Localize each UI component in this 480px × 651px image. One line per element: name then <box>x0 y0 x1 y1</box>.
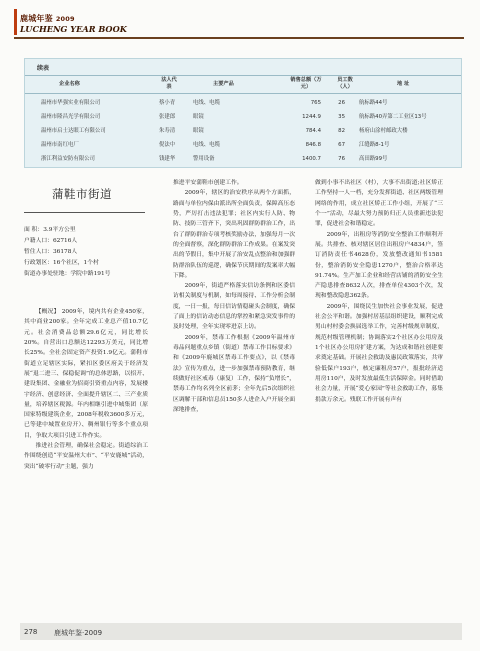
page-footer <box>20 618 462 644</box>
cell-rep: 倪法中 <box>159 142 176 148</box>
cell-rep: 张建郎 <box>159 114 176 120</box>
cell-company: 温州市隆昌光学有限公司 <box>41 114 101 120</box>
cell-address: 航标路40弄第二工业区13号 <box>359 114 427 120</box>
info-temporary-population: 暂住人口：36178人 <box>24 249 78 255</box>
text-column-3 <box>315 178 443 608</box>
paragraph: 2009年，辖区的治安秩序从两个方面抓，路面与单位内保由派出所全面负责，保障高压态势，严厉打击违法犯罪；社区内实行人防、物防、技防三管齐下，突出巩固群防群治工作，出台了群防群治专项考核奖励办法，加强每月一次的全面督察，深化群防群治工作成果。在案发突出的节假日，集中开展了治安乱点整治和加强群防群治队伍的巡逻，确保节庆期间的发案率大幅下降。 <box>173 190 295 279</box>
text-column-1 <box>24 307 148 607</box>
info-area: 面 积：3.9平方公里 <box>24 227 76 233</box>
table-caption: 续表 <box>37 65 50 72</box>
header-product: 主要产品 <box>213 81 234 87</box>
cell-rep: 蔡小青 <box>159 100 176 106</box>
book-title-cn <box>20 13 75 24</box>
info-registered-population: 户籍人口：62716人 <box>24 238 78 244</box>
cell-staff: 76 <box>338 156 345 162</box>
cell-company: 浙江利益安防有限公司 <box>41 156 95 162</box>
cell-staff: 67 <box>338 142 345 148</box>
header-staff <box>333 77 357 91</box>
paragraph: 推进平安蒲鞋市创建工作。 <box>173 180 243 186</box>
cell-staff: 26 <box>338 100 345 106</box>
paragraph: 做到小事不出社区（村），大事不出街道;社区矫正工作坚持一人一档，充分发挥街道、社区两级管理网络的作用，成立社区矫正工作小组，开展了“三个一”活动，尽最大努力预防归正人员重新违法犯罪，促进社会和谐稳定。 <box>315 180 443 228</box>
cell-rep: 钱建华 <box>159 156 176 162</box>
cell-sales: 784.4 <box>305 128 321 134</box>
cell-sales: 846.8 <box>305 142 321 148</box>
header-sales-text: 销售总额（万元） <box>290 77 322 90</box>
cell-address: 杨府山涂村邮政大楼 <box>359 128 408 134</box>
header-rep-text: 法人代表 <box>161 77 177 90</box>
info-administrative-division: 行政划区：16个社区，1个村 <box>24 260 99 266</box>
section-title-rule <box>24 212 145 213</box>
cell-product: 眼镜 <box>193 128 204 134</box>
paragraph: 2009年，禁毒工作根据《2009年温州市毒品问题重点乡镇（街道）禁毒工作目标要求》和《2009年鹿城区禁毒工作要点》，以《禁毒法》宣传为重点，进一步加强禁毒预防教育，继续做好社区戒毒（康复）工作，保持“负增长”，禁毒工作均名列全区前茅；全年先后5次组织社区调解干部和信息员150多人进企入户开展全面深地排查， <box>173 334 295 413</box>
running-header <box>14 8 464 40</box>
book-year: 2009 <box>55 15 75 23</box>
cell-company: 温州市南红电厂 <box>41 142 79 148</box>
page-number: 278 <box>24 628 38 636</box>
cell-product: 警用设备 <box>193 156 215 162</box>
header-address: 地 址 <box>397 81 410 87</box>
cell-product: 电线、电缆 <box>193 142 220 148</box>
text-column-2 <box>173 178 295 608</box>
cell-sales: 1244.9 <box>302 114 321 120</box>
section-title: 蒲鞋市街道 <box>52 187 112 201</box>
header-staff-text: 员工数（人） <box>337 77 353 90</box>
paragraph: 2009年，街道严格落实信访条例和区委信访相关制度与机制，如每周接待、工作分析会制度，一日一报，每日信访情稳碰头会制度，确保了面上的信访动态信息的掌控和紧急突发事件的及时处理，全年实现零进京上访。 <box>173 283 295 331</box>
header-rep <box>159 77 179 91</box>
cell-address: 航标路44号 <box>359 100 388 106</box>
header-accent-mark <box>14 9 17 35</box>
table-row <box>25 125 461 137</box>
footer-book-title: 鹿城年鉴·2009 <box>54 629 103 637</box>
cell-sales: 765 <box>310 100 321 106</box>
paragraph: 推进社会管理，确保社会稳定。街道综治工作围绕创造“平安温州大市”、“平安鹿城”活动，突出“破零行动”主题，强力 <box>24 443 148 470</box>
header-company: 企业名称 <box>59 81 80 87</box>
header-rule <box>14 37 464 39</box>
book-title-cn-text: 鹿城年鉴 <box>20 14 53 23</box>
header-sales <box>287 77 325 91</box>
cell-product: 眼镜 <box>193 114 204 120</box>
cell-staff: 35 <box>338 114 345 120</box>
book-title-en: LUCHENG YEAR BOOK <box>20 24 127 34</box>
cell-product: 电线、电缆 <box>193 100 220 106</box>
info-office-location: 街道办事处驻地：学院中路191号 <box>24 271 111 277</box>
table-row <box>25 139 461 151</box>
cell-company: 温州市启士达眼工有限公司 <box>41 128 106 134</box>
cell-address: 江缝路8-1号 <box>359 142 390 148</box>
paragraph: 2009年，出租房等消防安全整治工作顺利开展。共排查、核对辖区居住出租房户4834户，签订消防责任书4628份，发放整改通知书1581份，整治消防安全隐患1270户，整治合格率达91.74%。生产加工企业和经营店铺的消防安全生产隐患排查8632人次，排查单位4303个次，发现和整改隐患362条。 <box>315 231 443 300</box>
cell-sales: 1400.7 <box>302 156 321 162</box>
table-header-row <box>25 75 461 94</box>
enterprise-table <box>24 58 462 168</box>
paragraph: 2009年，围绕民生加快社会事业发展，促进社会公平和谐。加强村居基层组织建设，顺利完成男山村村委会换届选举工作，完善村级规章制度，规范村级管理机制；协调落实2个社区办公用房及1个社区办公用房扩建方案，为达成和谐社创建要求奠定基础。开展社会救助及惠民政策落实，共审验低保户193户，核定廉租房57户，报批经济适用房110户，及时发放最低生活保障金。同时借助社会力量，开展“爱心家园”等社会救助工作，募集捐款万余元。残联工作开展有声有 <box>315 303 443 403</box>
cell-address: 高田路99号 <box>359 156 388 162</box>
cell-company: 温州市华强实业有限公司 <box>41 100 101 106</box>
district-info <box>24 225 154 280</box>
cell-staff: 82 <box>338 128 345 134</box>
cell-rep: 朱寿清 <box>159 128 176 134</box>
table-row <box>25 153 461 165</box>
table-row <box>25 97 461 109</box>
table-row <box>25 111 461 123</box>
paragraph: 【概况】 2009年，境内共有企业450家，其中商业200家。全年完成工业总产值10.7亿元。社会消费品总额29.6亿元，同比增长20%。自营出口总额达12293万美元，同比增长25%。全社会固定资产投资1.9亿元。蒲鞋市街道立足辖区实际，紧扣区委区府关于经济发展“退二进三、保稳促调”的总体思路，以招开、建设集团、金融业为招商引资重点内容，发展楼宇经济、创意经济、全面提升辖区二、三产业质量，培养辖区税源。年内相继引进中城集团（原国家特级建筑企业，2008年税收3600多万元，已等建中城置业房开）、稠州银行等多个重点项目，争取大项目引进工作作实。 <box>24 309 148 439</box>
